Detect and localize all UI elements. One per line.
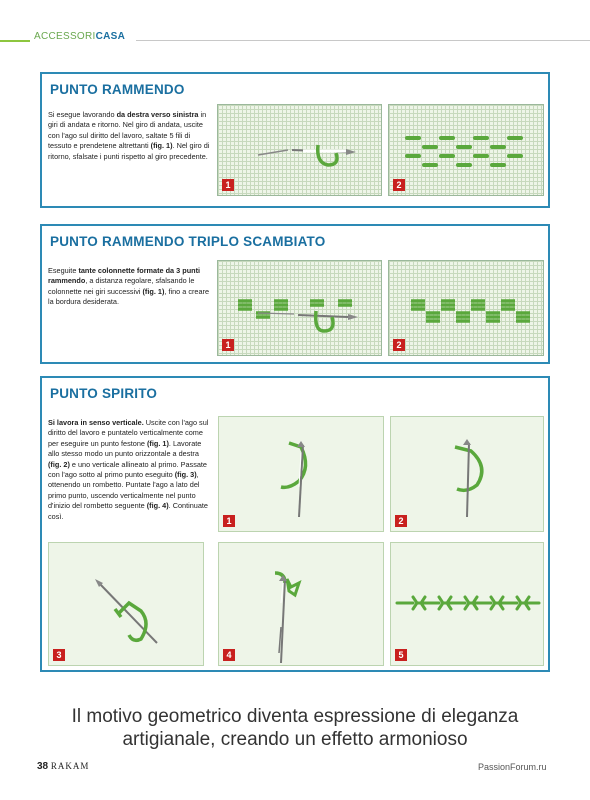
text-run: (fig. 4) [146,501,169,511]
text-run: (fig. 3) [174,470,197,480]
watermark: PassionForum.ru [478,762,547,772]
panel-title: PUNTO SPIRITO [50,386,158,401]
figure-number: 1 [223,515,235,527]
stitch-chain-diagram [391,543,545,667]
text-run: , a distanza regolare, sfalsando le colonnette nei giri successivi [48,276,195,296]
text-run: e uno verticale allineato al primo. Passate con l'ago sotto al primo punto eseguito [48,459,207,480]
panel-text [48,418,214,522]
section-category: CASA [95,31,126,42]
text-run: , ottenendo un rombetto. Puntate l'ago a lato del primo punto, uscendo verticalmente nel punto d'inizio del rombetto seguente [48,470,200,511]
section-name: ACCESSORI [34,31,96,42]
panel-punto-rammendo-triplo [40,224,550,364]
needle-diagram [219,417,385,533]
text-run: . Lavorate allo stesso modo un punto orizzontale a destra [48,438,202,459]
text-run: (fig. 2) [48,459,70,469]
panel-title: PUNTO RAMMENDO [50,82,185,97]
figure-number: 2 [393,179,405,191]
page-number: 38 [37,761,49,772]
figure-number: 1 [222,179,234,191]
figure-1 [217,260,382,356]
text-run: . Nel giro di ritorno, sfalsate i punti rispetto al giro precedente. [48,141,210,161]
figure-3 [48,542,204,666]
needle-diagram [49,543,205,667]
header-rule-grey [136,40,590,41]
figure-number: 2 [395,515,407,527]
figure-number: 1 [222,339,234,351]
text-run: Uscite con l'ago sul diritto del lavoro e puntatelo verticalmente come per eseguire un punto festone [48,418,209,448]
needle-diagram [218,105,383,197]
text-run: (fig. 1) [150,141,173,151]
text-run: in giri di andata e ritorno. Nel giro di andata, uscite con l'ago sul diritto del lavoro, saltate 5 fili di tessuto e prendetene altrettanti [48,110,207,151]
text-run: Si lavora in senso verticale. [48,418,144,427]
text-run: tante colonnette formate da 3 punti rammendo [48,266,201,286]
text-run: Si esegue lavorando [48,110,117,119]
needle-diagram [219,543,385,667]
figure-2 [388,260,544,356]
text-run: . Continuate così. [48,501,208,521]
section-header [34,31,125,42]
stitch-columns-diagram [389,261,545,357]
figure-1 [217,104,382,196]
header-rule-green [0,40,30,42]
text-run: Eseguite [48,266,79,275]
panel-punto-spirito [40,376,550,672]
text-run: , fino a creare la bordura desiderata. [48,286,210,307]
panel-text [48,266,214,308]
figure-2 [390,416,544,532]
caption-line-2: artigianale, creando un effetto armonioso [122,729,468,750]
caption-line-1: Il motivo geometrico diventa espressione di eleganza [71,706,519,727]
panel-title: PUNTO RAMMENDO TRIPLO SCAMBIATO [50,234,326,249]
figure-2 [388,104,544,196]
figure-number: 3 [53,649,65,661]
panel-punto-rammendo [40,72,550,208]
figure-5 [390,542,544,666]
magazine-name: RAKAM [50,761,90,771]
needle-diagram [218,261,383,357]
figure-number: 5 [395,649,407,661]
figure-number: 2 [393,339,405,351]
text-run: da destra verso sinistra [116,110,199,119]
text-run: (fig. 1) [142,286,165,296]
page-folio [37,761,89,772]
text-run: (fig. 1) [147,438,169,448]
panel-text [48,110,214,162]
figure-1 [218,416,384,532]
figure-4 [218,542,384,666]
figure-number: 4 [223,649,235,661]
needle-diagram [391,417,545,533]
stitch-rows-diagram [389,105,545,197]
